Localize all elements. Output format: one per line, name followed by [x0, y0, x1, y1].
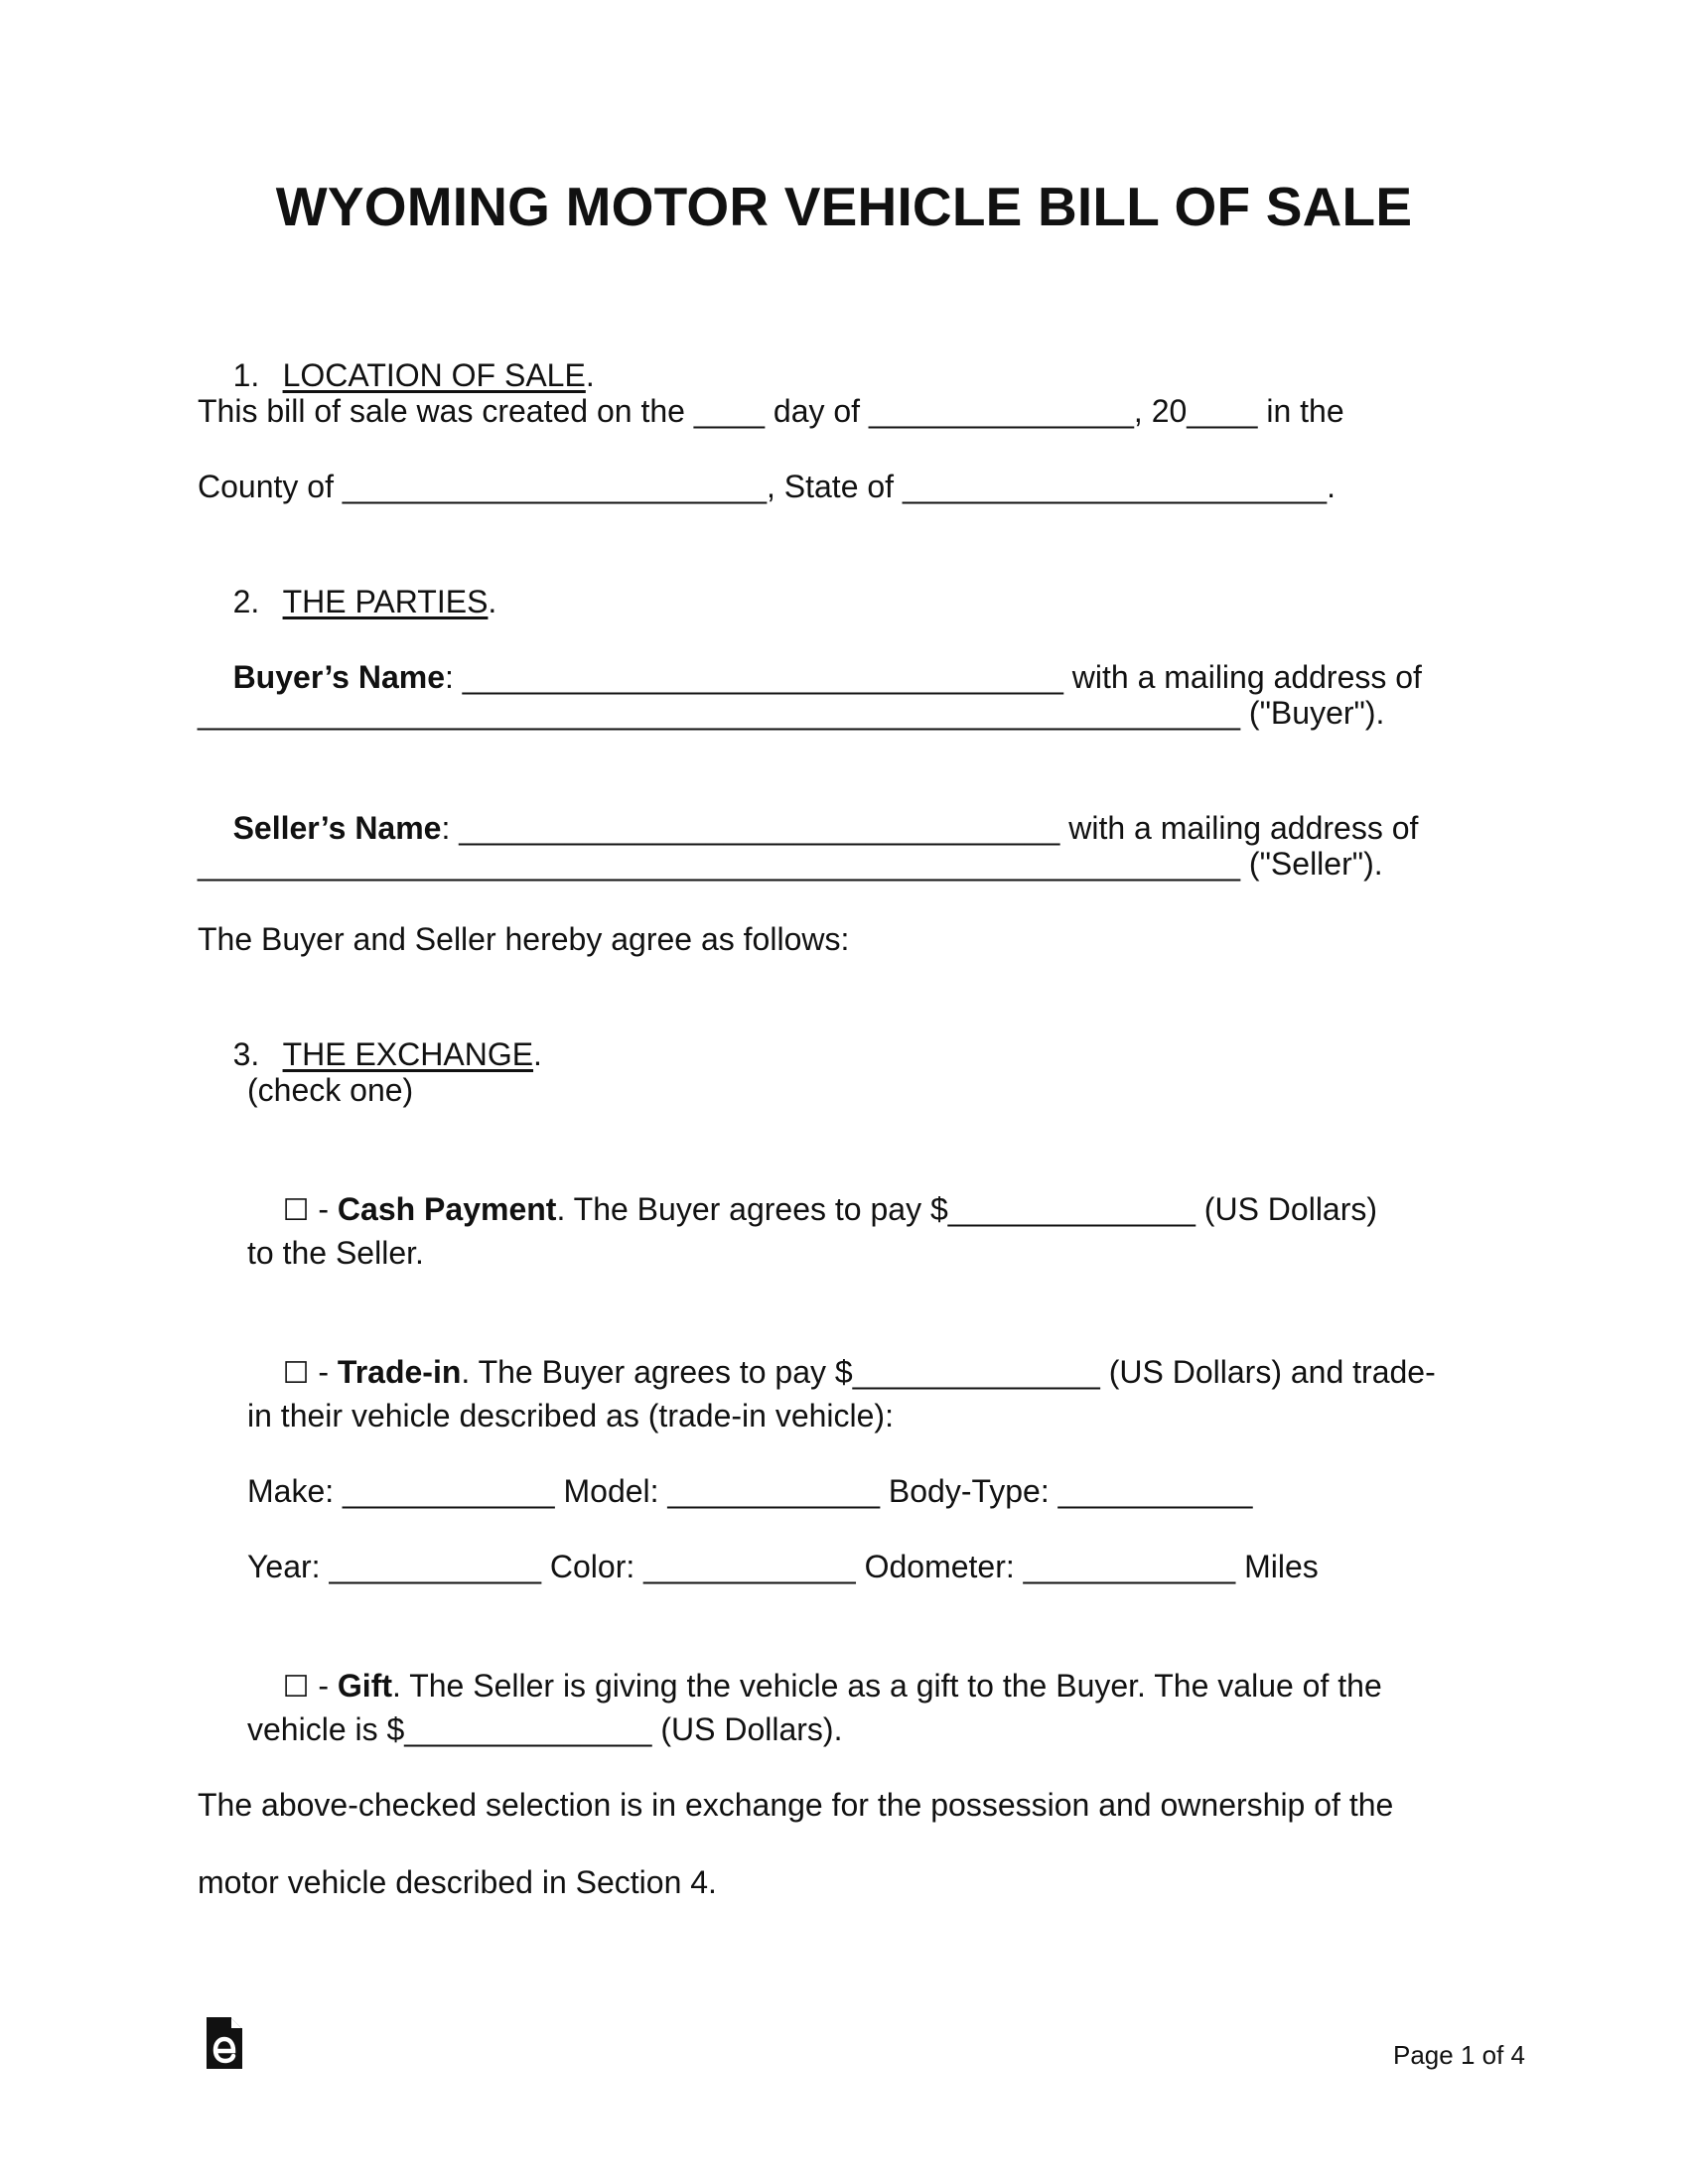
trade-in-checkbox[interactable]: ☐ — [282, 1357, 310, 1390]
gift-checkbox[interactable]: ☐ — [282, 1671, 310, 1704]
trade-in-continuation: in their vehicle described as (trade-in vehicle): — [247, 1398, 894, 1433]
gift-continuation: vehicle is $______________ (US Dollars). — [247, 1711, 843, 1747]
cash-payment-checkbox[interactable]: ☐ — [282, 1194, 310, 1227]
trade-in-text: . The Buyer agrees to pay $______________ (US Dollars) and trade- — [461, 1354, 1436, 1390]
document-title: WYOMING MOTOR VEHICLE BILL OF SALE — [275, 176, 1413, 237]
section-2-number: 2. — [232, 584, 260, 619]
closing-line-2: motor vehicle described in Section 4. — [198, 1864, 717, 1900]
cash-payment-label: Cash Payment — [337, 1191, 557, 1227]
section-1-number: 1. — [232, 357, 260, 393]
check-one-note: (check one) — [247, 1072, 414, 1108]
agreement-line: The Buyer and Seller hereby agree as follows: — [198, 921, 850, 957]
gift-label: Gift — [337, 1668, 392, 1704]
gift-text: . The Seller is giving the vehicle as a gift to the Buyer. The value of the — [392, 1668, 1382, 1704]
seller-name-label: Seller’s Name — [232, 810, 442, 846]
buyer-address-line: ___________________________________________________________ ("Buyer"). — [198, 695, 1385, 731]
trade-in-line: ☐ - Trade-in. The Buyer agrees to pay $______________ (US Dollars) and trade- — [247, 1312, 1436, 1433]
closing-line-1: The above-checked selection is in exchange for the possession and ownership of the — [198, 1787, 1394, 1823]
section-3-heading: THE EXCHANGE — [282, 1036, 534, 1072]
cash-payment-line: ☐ - Cash Payment. The Buyer agrees to pay $______________ (US Dollars) — [247, 1150, 1377, 1271]
buyer-name-blank: : __________________________________ with a mailing address of — [445, 659, 1422, 695]
trade-in-make-model-row: Make: ____________ Model: ____________ Body-Type: ___________ — [247, 1473, 1253, 1509]
section-2-period: . — [488, 584, 497, 619]
cash-payment-text: . The Buyer agrees to pay $______________ (US Dollars) — [556, 1191, 1378, 1227]
cash-payment-continuation: to the Seller. — [247, 1235, 424, 1271]
section-3-number: 3. — [232, 1036, 260, 1072]
seller-name-blank: : __________________________________ with a mailing address of — [441, 810, 1419, 846]
eforms-logo-icon — [205, 2015, 244, 2071]
page-number: Page 1 of 4 — [1393, 2040, 1525, 2070]
trade-in-label: Trade-in — [337, 1354, 462, 1390]
seller-address-line: ___________________________________________________________ ("Seller"). — [198, 846, 1383, 882]
section-1-heading: LOCATION OF SALE — [282, 357, 586, 393]
trade-in-year-color-row: Year: ____________ Color: ____________ Odometer: ____________ Miles — [247, 1549, 1319, 1584]
section-2-heading: THE PARTIES — [282, 584, 489, 619]
sale-location-line: County of ________________________, State of ________________________. — [198, 469, 1336, 504]
buyer-name-label: Buyer’s Name — [232, 659, 445, 695]
section-3-period: . — [533, 1036, 542, 1072]
section-1-period: . — [585, 357, 595, 393]
sale-date-line: This bill of sale was created on the ____ day of _______________, 20____ in the — [198, 393, 1344, 429]
gift-line: ☐ - Gift. The Seller is giving the vehicle as a gift to the Buyer. The value of the — [247, 1626, 1382, 1747]
